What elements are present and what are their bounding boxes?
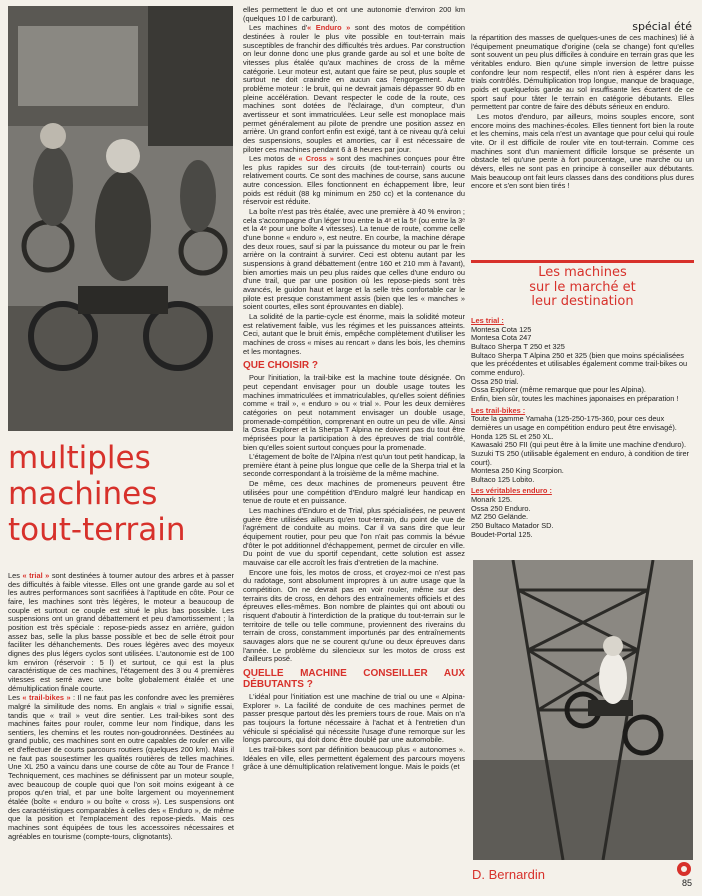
motorcycle-photo-right bbox=[473, 560, 693, 860]
author-signature: D. Bernardin bbox=[472, 867, 545, 882]
paragraph: Les motos de « Cross » sont des machines conçues pour être les plus rapides sur des circuits (de tout-terrain) courts ou relativement courts. Ce sont des machines de course, sans aucune autre concession. Elles fonctionnent en échappement libre, leur poids est réduit (88 kg minimum en 250 cc) et la contenance du réservoir est réduite. bbox=[243, 154, 465, 207]
article-title bbox=[8, 440, 236, 548]
list-item: Ossa 250 trial. bbox=[471, 376, 519, 386]
text-column-1 bbox=[8, 572, 234, 842]
box-title-line: sur le marché et bbox=[529, 279, 636, 295]
list-item: Montesa 250 King Scorpion. bbox=[471, 466, 564, 476]
list-item: 250 Bultaco Matador SD. bbox=[471, 521, 554, 531]
subheading-quelle-machine: QUELLE MACHINE CONSEILLER AUX DÉBUTANTS ? bbox=[243, 667, 465, 690]
box-title-line: leur destination bbox=[531, 294, 634, 309]
paragraph: L'idéal pour l'initiation est une machine de trial ou une « Alpina-Explorer ». La facilité de conduite de ces machines permet de passer presque partout dès les premiers tours de roue. Mais on n'a pas toujours la fortune nécessaire à l'achat et à l'entretien d'un véhicule si spécialisé qui nécessite l'usage d'une remorque sur les longs parcours, qui doit donc être doublé par une automobile. bbox=[243, 691, 465, 745]
section-label: spécial été bbox=[632, 20, 692, 33]
machine-list bbox=[471, 314, 694, 539]
publication-logo-icon bbox=[677, 862, 691, 876]
box-title-line: Les machines bbox=[538, 265, 627, 280]
paragraph: Les machines d'« Enduro » sont des motos de compétition destinées à rouler le plus vite possible en tout-terrain mais susceptibles de franchir des difficultés très ardues. Par construction on leur donne donc une plus grande garde au sol et une boîte de vitesses plus étalée qu'aux machines de cross de la même catégorie. Leur moteur est, autant que faire se peut, plus souple et surtout ne doit craindre en aucun cas l'engorgement. Autre problème moteur : le bruit, qui ne devrait jamais dépasser 90 db en pleine accélération. Devant respecter le code de la route, ces machines sont dotées de l'éclairage, d'un compteur, d'un avertisseur et sont immatriculées. Leur selle est monoplace mais permet généralement au pilote de prendre une position assez en arrière. Un grand confort enfin est exigé, tant à ce niveau qu'à celui des suspensions, souples et amorties, car il est nécessaire de piloter ces machines pendant 6 à 8 heures par jour. bbox=[243, 23, 465, 154]
title-line: machines bbox=[8, 476, 158, 512]
title-line: tout-terrain bbox=[8, 512, 186, 548]
text-column-3 bbox=[471, 34, 694, 192]
list-heading-trail: Les trail-bikes : bbox=[471, 405, 526, 415]
list-item: Enfin, bien sûr, toutes les machines japonaises en préparation ! bbox=[471, 393, 679, 403]
paragraph: elles permettent le duo et ont une autonomie d'environ 200 km (quelques 10 l de carburant). bbox=[243, 5, 465, 23]
paragraph: la répartition des masses de quelques-unes de ces machines) lié à l'équipement pneumatique d'origine (cela se change) font qu'elles sont souvent un peu plus difficiles à conduire en terrain gras que les véritables enduro. Bien qu'une simple inversion de lettre puisse confondre leur nom respectif, elles n'ont rien à espérer dans les trials contrôlés. Démultiplication trop longue, manque de braquage, poids et quelquefois garde au sol insuffisante les écartent de ce sport sauf pour tâter le terrain en catégorie débutants. Elles permettent par contre de faire des débuts sérieux en enduro. bbox=[471, 33, 694, 112]
text-column-2 bbox=[243, 6, 465, 773]
list-item: Montesa Cota 125 bbox=[471, 324, 532, 334]
list-item: Kawasaki 250 FII (qui peut être à la limite une machine d'enduro). bbox=[471, 440, 687, 450]
motorcycle-photo-left bbox=[8, 6, 233, 431]
list-item: Montesa Cota 247 bbox=[471, 333, 532, 343]
list-item: Ossa Explorer (même remarque que pour les Alpina). bbox=[471, 385, 646, 395]
list-item: Bultaco Sherpa T 250 et 325 bbox=[471, 341, 565, 351]
list-item: Bultaco Sherpa T Alpina 250 et 325 (bien que moins spécialisées que les précédentes et utilisables également comme trail-bikes ou comme enduro). bbox=[471, 350, 688, 377]
paragraph: Les « trial » sont destinées à tourner autour des arbres et à passer des difficultés à faible vitesse. Elles ont une grande garde au sol et les autres performances sont sacrifiées à l'aptitude en côte. Pour ce faire, les machines sont très légères, le moteur a beaucoup de couple et surtout ce couple est situé le plus bas possible. Les suspensions ont un grand débattement et peu d'amortissement ; la position est très spéciale : repose-pieds assez en arrière, guidon assez bas, selle la plus basse possible et bec de selle étroit pour faciliter les déhanchements. Des roues légères avec des moyeux dignes des plus légers cyclos sont utilisées. L'autonomie est de 100 km environ (réservoir : 5 l) et surtout, ce qui est la plus caractéristique de ces machines, l'étagement des 3 ou 4 premières vitesses est serré avec une boîte globalement étalée et une démultiplication finale courte. bbox=[8, 571, 234, 693]
box-title bbox=[471, 266, 694, 310]
paragraph: Les motos d'enduro, par ailleurs, moins souples encore, sont encore moins des machines-écoles. Elles tiennent fort bien la route et les chemins, mais cela n'est un avantage que pour celui qui roule vite. Or il est difficile de rouler vite en tout-terrain. Comme ces machines sont d'un maniement difficile lorsque se présente un obstacle tel qu'une pente à fort pourcentage, une marche ou un dévers, elles ne sont pas en principe à conseiller aux débutants. Mais beaucoup ont fait leurs classes dans des conditions plus dures encore et s'en sont bien tirés ! bbox=[471, 111, 694, 191]
paragraph: Les « trail-bikes » : Il ne faut pas les confondre avec les premières malgré la similitude des noms. En anglais « trial » signifie essai, tandis que « trail » veut dire sentier. Les trail-bikes sont des machines faites pour rouler, comme leur nom l'indique, dans les sentiers, les chemins et les routes non-goudronnées. Destinées au grand public, ces machines sont en outre capables de rouler en ville et d'effectuer de courts parcours routiers (quelques 200 km). Mais il ne faut pas sousestimer les qualités routières de telles machines. Une XL 250 a vaincu dans une course de côte au Tour de France ! Techniquement, ces machines se définissent par un moteur souple, avec beaucoup de couple quoi que l'on soit moins exigeant à ce propos qu'en trial, et par une boîte largement ou moyennement étalée (boîte « enduro » ou boîte « cross »). Les suspensions ont des caractéristiques comparables à celles des « Enduro », de même que la position et l'emplacement des repose-pieds. Mais ces machines sont équipées de tous les accessoires nécessaires et agréables en tourisme (compte-tours, clignotants). bbox=[8, 693, 234, 841]
list-item: Ossa 250 Enduro. bbox=[471, 503, 531, 513]
list-item: Bultaco 125 Lobito. bbox=[471, 474, 535, 484]
list-item: Boudet-Portal 125. bbox=[471, 529, 533, 539]
rider-on-steel-structure-illustration bbox=[473, 560, 693, 860]
subheading-que-choisir: QUE CHOISIR ? bbox=[243, 360, 319, 372]
list-item: MZ 250 Gelände. bbox=[471, 512, 529, 522]
list-heading-enduro: Les véritables enduro : bbox=[471, 486, 552, 496]
paragraph: Les trail-bikes sont par définition beaucoup plus « autonomes ». Idéales en ville, elles permettent également des parcours moyens grâce à une démultiplication relativement longue. Mais le poids (et bbox=[243, 744, 465, 772]
list-item: Suzuki TS 250 (utilisable également en enduro, à condition de tirer court). bbox=[471, 448, 690, 467]
paragraph: La solidité de la partie-cycle est énorme, mais la solidité moteur est relativement faible, vus les régimes et les puissances atteints. Ceci, autant que le bruit émis, empêche complètement d'utiliser les machines de cross « mises au rencart » dans les bois, les chemins et les montagnes. bbox=[243, 311, 465, 356]
list-item: Honda 125 SL et 250 XL. bbox=[471, 431, 554, 441]
list-item: Toute la gamme Yamaha (125-250-175-360, pour ces deux dernières un usage en compétition enduro peut être envisagé). bbox=[471, 414, 677, 432]
paragraph: L'étagement de boîte de l'Alpina n'est qu'un tout petit handicap, la première étant à peine plus longue que celle de la Sherpa trial et la seconde correspondant à la troisième de la même machine. bbox=[243, 452, 465, 479]
motorcycle-riders-illustration bbox=[8, 6, 233, 431]
divider bbox=[471, 260, 694, 263]
paragraph: Les machines d'Enduro et de Trial, plus spécialisées, ne peuvent guère être utilisées ailleurs qu'en tout-terrain, du point de vue de l'agrément de conduite au moins. Car il va sans dire que leur équipement routier, pour peu que l'on n'ait pas commis la bévue d'ôter le pot additionnel d'échappement, permet de circuler en ville. Du point de vue du sportif cependant, cette solution est assez mauvaise car elle accroît les frais d'entretien de la machine. bbox=[243, 506, 465, 568]
title-line: multiples bbox=[8, 440, 151, 476]
list-item: Monark 125. bbox=[471, 495, 513, 505]
paragraph: Encore une fois, les motos de cross, et croyez-moi ce n'est pas du radotage, sont absolument impropres à un autre usage que la compétition. On ne devrait pas en voir rouler, même sur des terrains dits de cross, en dehors des entraînements officiels et des épreuves elles-mêmes. Bon nombre de plaintes qui ont abouti ou risquent d'aboutir à l'interdiction de la pratique du tout-terrain sur le territoire de telle ou telle commune, proviennent des riverains du terrain de cross, constamment importunés par des entraînements sauvages alors que ne se courent qu'une ou deux épreuves dans l'année. Le problème du silencieux sur les motos de cross est d'ailleurs posé. bbox=[243, 567, 465, 664]
paragraph: Pour l'initiation, la trail-bike est la machine toute désignée. On peut cependant envisager pour un double usage toutes les machines immatriculées et immatriculables, qu'elles soient définies comme « trail », « enduro » ou « trial ». Pour les deux dernières catégories on peut notamment envisager un double usage, promenade-compétition, comprenant en outre un peu de ville. Ainsi la Ossa Explorer et la Sherpa T Alpina ne doivent pas du tout être méprisées pour la participation à des épreuves de trial contrôlé, bien qu'elles soient surtout conçues pour la promenade. bbox=[243, 373, 465, 452]
paragraph: La boîte n'est pas très étalée, avec une première à 40 % environ ; cela s'accompagne d'un léger trou entre la 4ᵉ et la 5ᵉ (ou entre la 3ᵉ et la 4ᵉ pour une boîte 4 vitesses). La tenue de route, comme celle d'une bonne « enduro », est neutre. En courbe, la machine dérape des deux roues, sauf si par la puissance du moteur ou par le frein arrière on la contraint à survirer. Ceci est obtenu autant par les suspensions à grand débattement (entre 160 et 210 mm à l'avant), bien amorties mais un peu plus raides que celles d'une enduro ou d'une trail, que par une position où les repose-pieds sont très avancés, le guidon haut et large et la selle très confortable car le pilote est presque constamment assis (bien que les « manches » soient courtes, elles sont éprouvantes en diable). bbox=[243, 207, 465, 312]
paragraph: De même, ces deux machines de promeneurs peuvent être utilisées pour une compétition d'Enduro malgré leur handicap en tenue de route et en puissance. bbox=[243, 479, 465, 506]
list-heading-trial: Les trial : bbox=[471, 316, 504, 325]
page-number: 85 bbox=[681, 878, 692, 888]
